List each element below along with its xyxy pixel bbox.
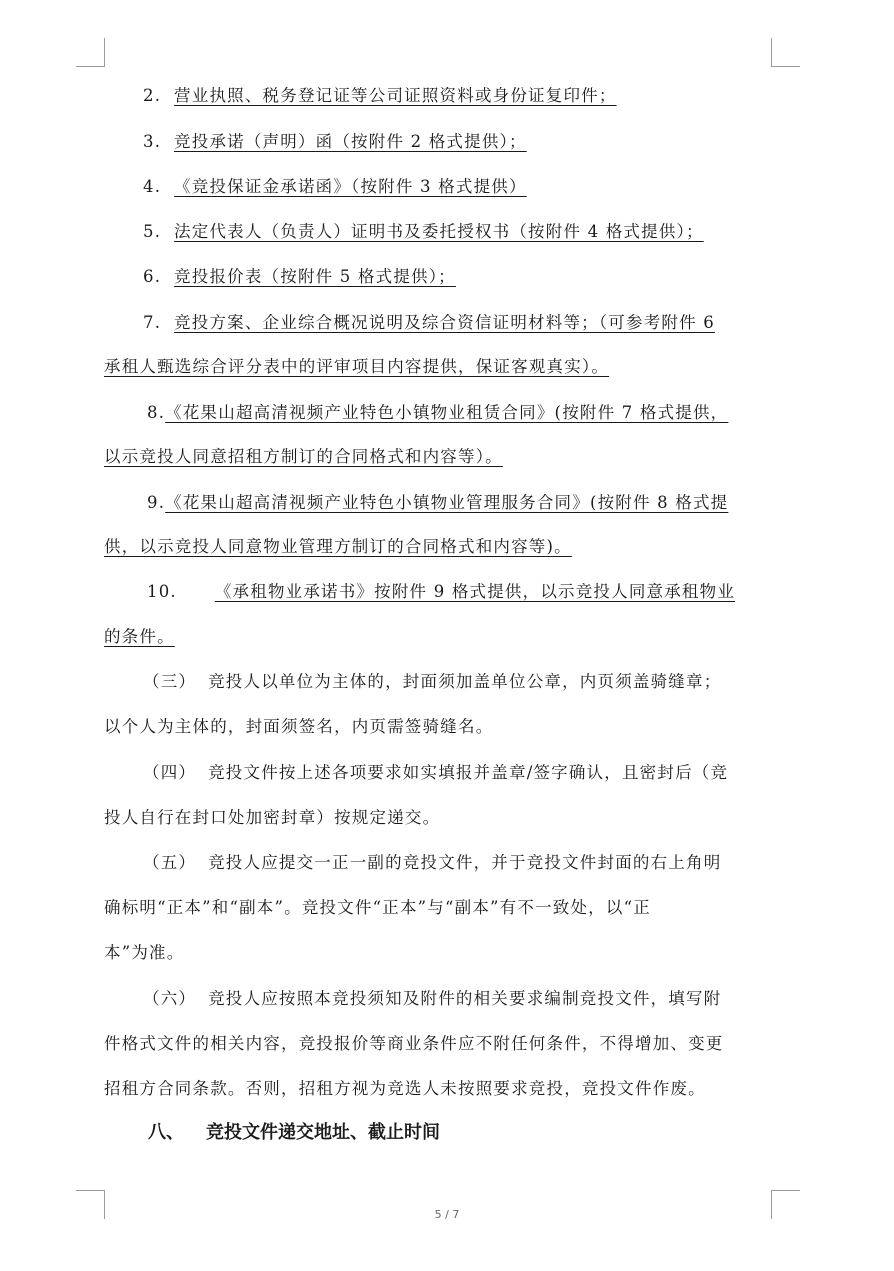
list-item-8-continued: 以示竞投人同意招租方制订的合同格式和内容等）。 — [104, 447, 503, 466]
list-item-5: 5. 法定代表人（负责人）证明书及委托授权书（按附件 4 格式提供）； — [143, 222, 704, 241]
section-heading-8: 八、 竞投文件递交地址、截止时间 — [148, 1122, 440, 1143]
section-3-paragraph: （三） 竞投人以单位为主体的，封面须加盖单位公章，内页须盖骑缝章； — [143, 672, 722, 691]
list-item-6: 6. 竞投报价表（按附件 5 格式提供）； — [143, 267, 456, 286]
list-item-7-continued: 承租人甄选综合评分表中的评审项目内容提供，保证客观真实）。 — [104, 357, 610, 376]
section-6-line-3: 招租方合同条款。否则，招租方视为竞选人未按照要求竞投，竞投文件作废。 — [104, 1079, 706, 1098]
list-item-8: 8.《花果山超高清视频产业特色小镇物业租赁合同》(按附件 7 格式提供， — [147, 403, 729, 422]
list-item-2: 2. 营业执照、税务登记证等公司证照资料或身份证复印件； — [143, 86, 617, 105]
page-number: 5 / 7 — [434, 1208, 460, 1221]
list-item-9-continued: 供，以示竞投人同意物业管理方制订的合同格式和内容等)。 — [104, 537, 572, 556]
section-6-line-2: 件格式文件的相关内容，竞投报价等商业条件应不附任何条件，不得增加、变更 — [104, 1034, 724, 1053]
list-item-3: 3. 竞投承诺（声明）函（按附件 2 格式提供）； — [143, 132, 527, 151]
section-5-paragraph: （五） 竞投人应提交一正一副的竞投文件，并于竞投文件封面的右上角明 — [143, 853, 722, 872]
section-4-line-2: 投人自行在封口处加密封章）按规定递交。 — [104, 808, 441, 827]
list-item-10: 10. 《承租物业承诺书》按附件 9 格式提供，以示竞投人同意承租物业 — [147, 582, 736, 601]
section-3-line-2: 以个人为主体的，封面须签名，内页需签骑缝名。 — [104, 717, 494, 736]
list-item-7: 7. 竞投方案、企业综合概况说明及综合资信证明材料等；（可参考附件 6 — [143, 313, 715, 332]
list-item-10-continued: 的条件。 — [104, 627, 175, 646]
section-4-paragraph: （四） 竞投文件按上述各项要求如实填报并盖章/签字确认，且密封后（竞 — [143, 763, 729, 782]
list-item-9: 9.《花果山超高清视频产业特色小镇物业管理服务合同》(按附件 8 格式提 — [147, 493, 729, 512]
section-6-paragraph: （六） 竞投人应按照本竞投须知及附件的相关要求编制竞投文件，填写附 — [143, 989, 722, 1008]
section-5-line-3: 本”为准。 — [104, 943, 185, 962]
crop-mark-top-left — [76, 38, 105, 67]
section-5-line-2: 确标明“正本”和“副本”。竞投文件“正本”与“副本”有不一致处，以“正 — [104, 898, 651, 917]
crop-mark-top-right — [771, 38, 800, 67]
list-item-4: 4. 《竞投保证金承诺函》（按附件 3 格式提供） — [143, 177, 527, 196]
